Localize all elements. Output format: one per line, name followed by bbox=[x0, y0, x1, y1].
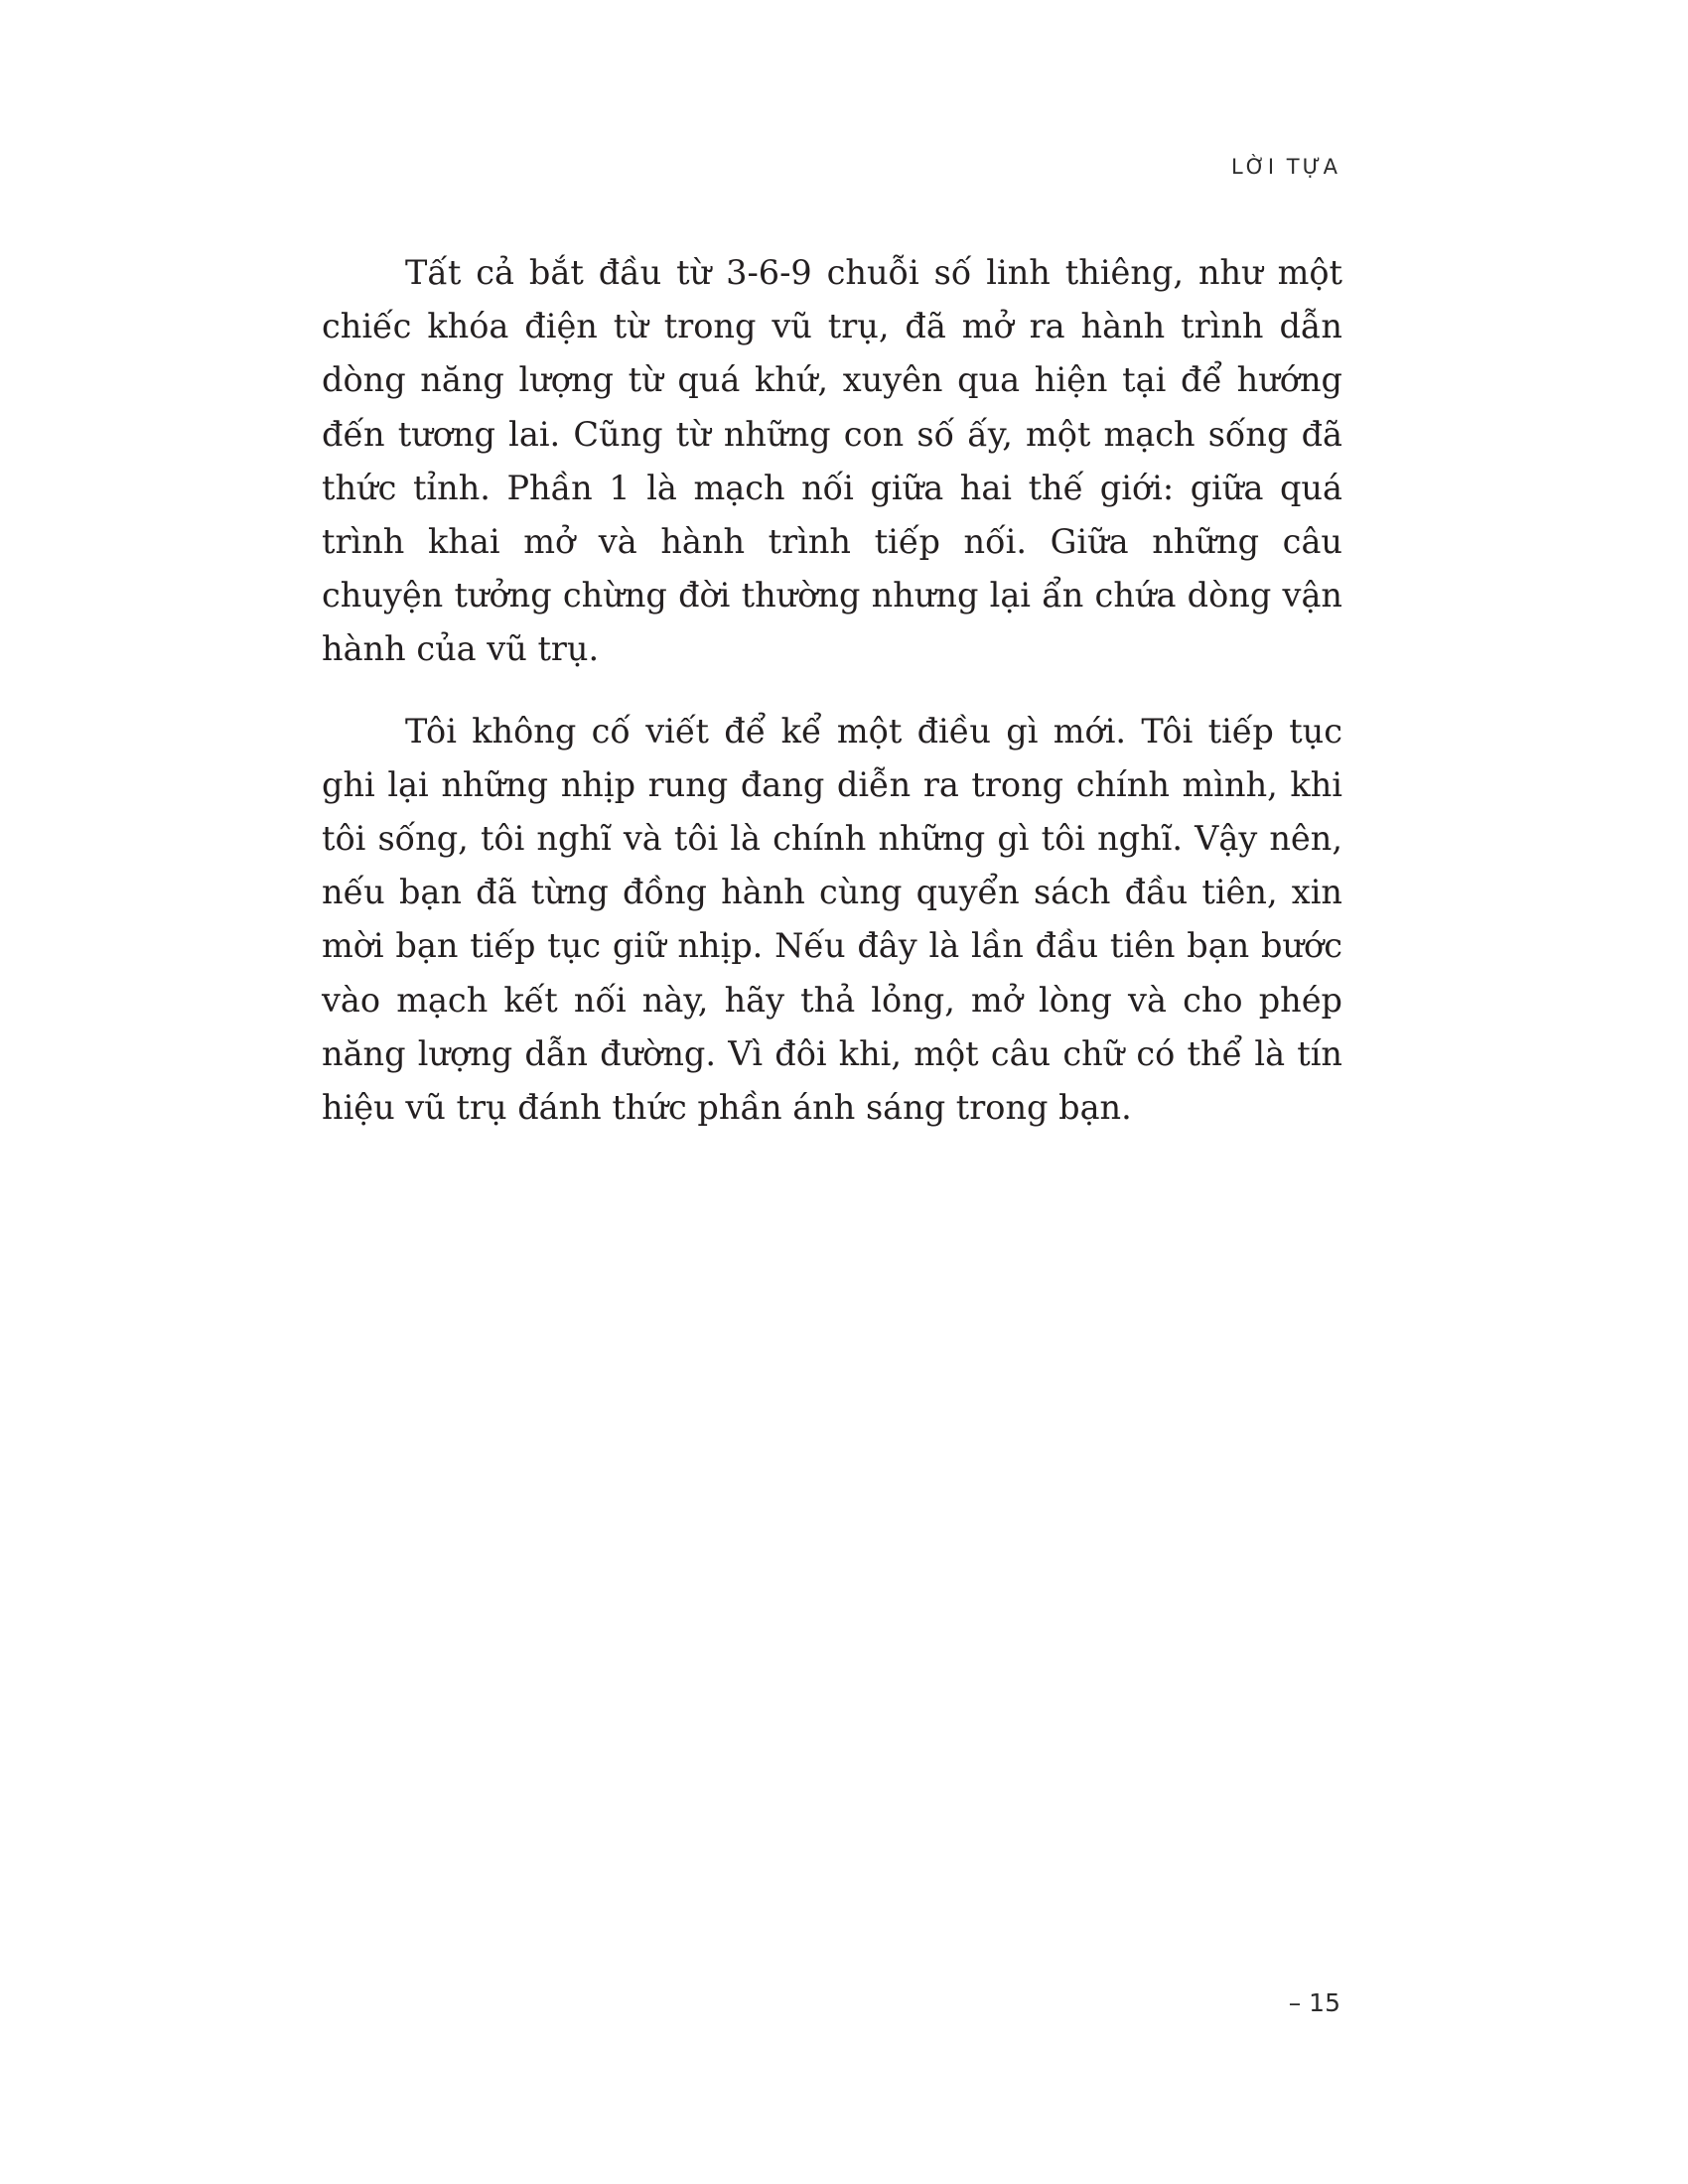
page-number: – 15 bbox=[1288, 1988, 1340, 2017]
paragraph-2: Tôi không cố viết để kể một điều gì mới. Tôi tiếp tục ghi lại những nhịp rung đang diễn ra trong chính mình, khi tôi sống, tôi nghĩ và tôi là chính những gì tôi nghĩ. Vậy nên, nếu bạn đã từng đồng hành cùng quyển sách đầu tiên, xin mời bạn tiếp tục giữ nhịp. Nếu đây là lần đầu tiên bạn bước vào mạch kết nối này, hãy thả lỏng, mở lòng và cho phép năng lượng dẫn đường. Vì đôi khi, một câu chữ có thể là tín hiệu vũ trụ đánh thức phần ánh sáng trong bạn. bbox=[322, 711, 1342, 1128]
running-header: LỜI TỰA bbox=[1231, 155, 1340, 179]
body-text bbox=[322, 246, 1342, 1162]
paragraph-1: Tất cả bắt đầu từ 3-6-9 chuỗi số linh thiêng, như một chiếc khóa điện từ trong vũ trụ, đã mở ra hành trình dẫn dòng năng lượng từ quá khứ, xuyên qua hiện tại để hướng đến tương lai. Cũng từ những con số ấy, một mạch sống đã thức tỉnh. Phần 1 là mạch nối giữa hai thế giới: giữa quá trình khai mở và hành trình tiếp nối. Giữa những câu chuyện tưởng chừng đời thường nhưng lại ẩn chứa dòng vận hành của vũ trụ. bbox=[322, 253, 1342, 669]
